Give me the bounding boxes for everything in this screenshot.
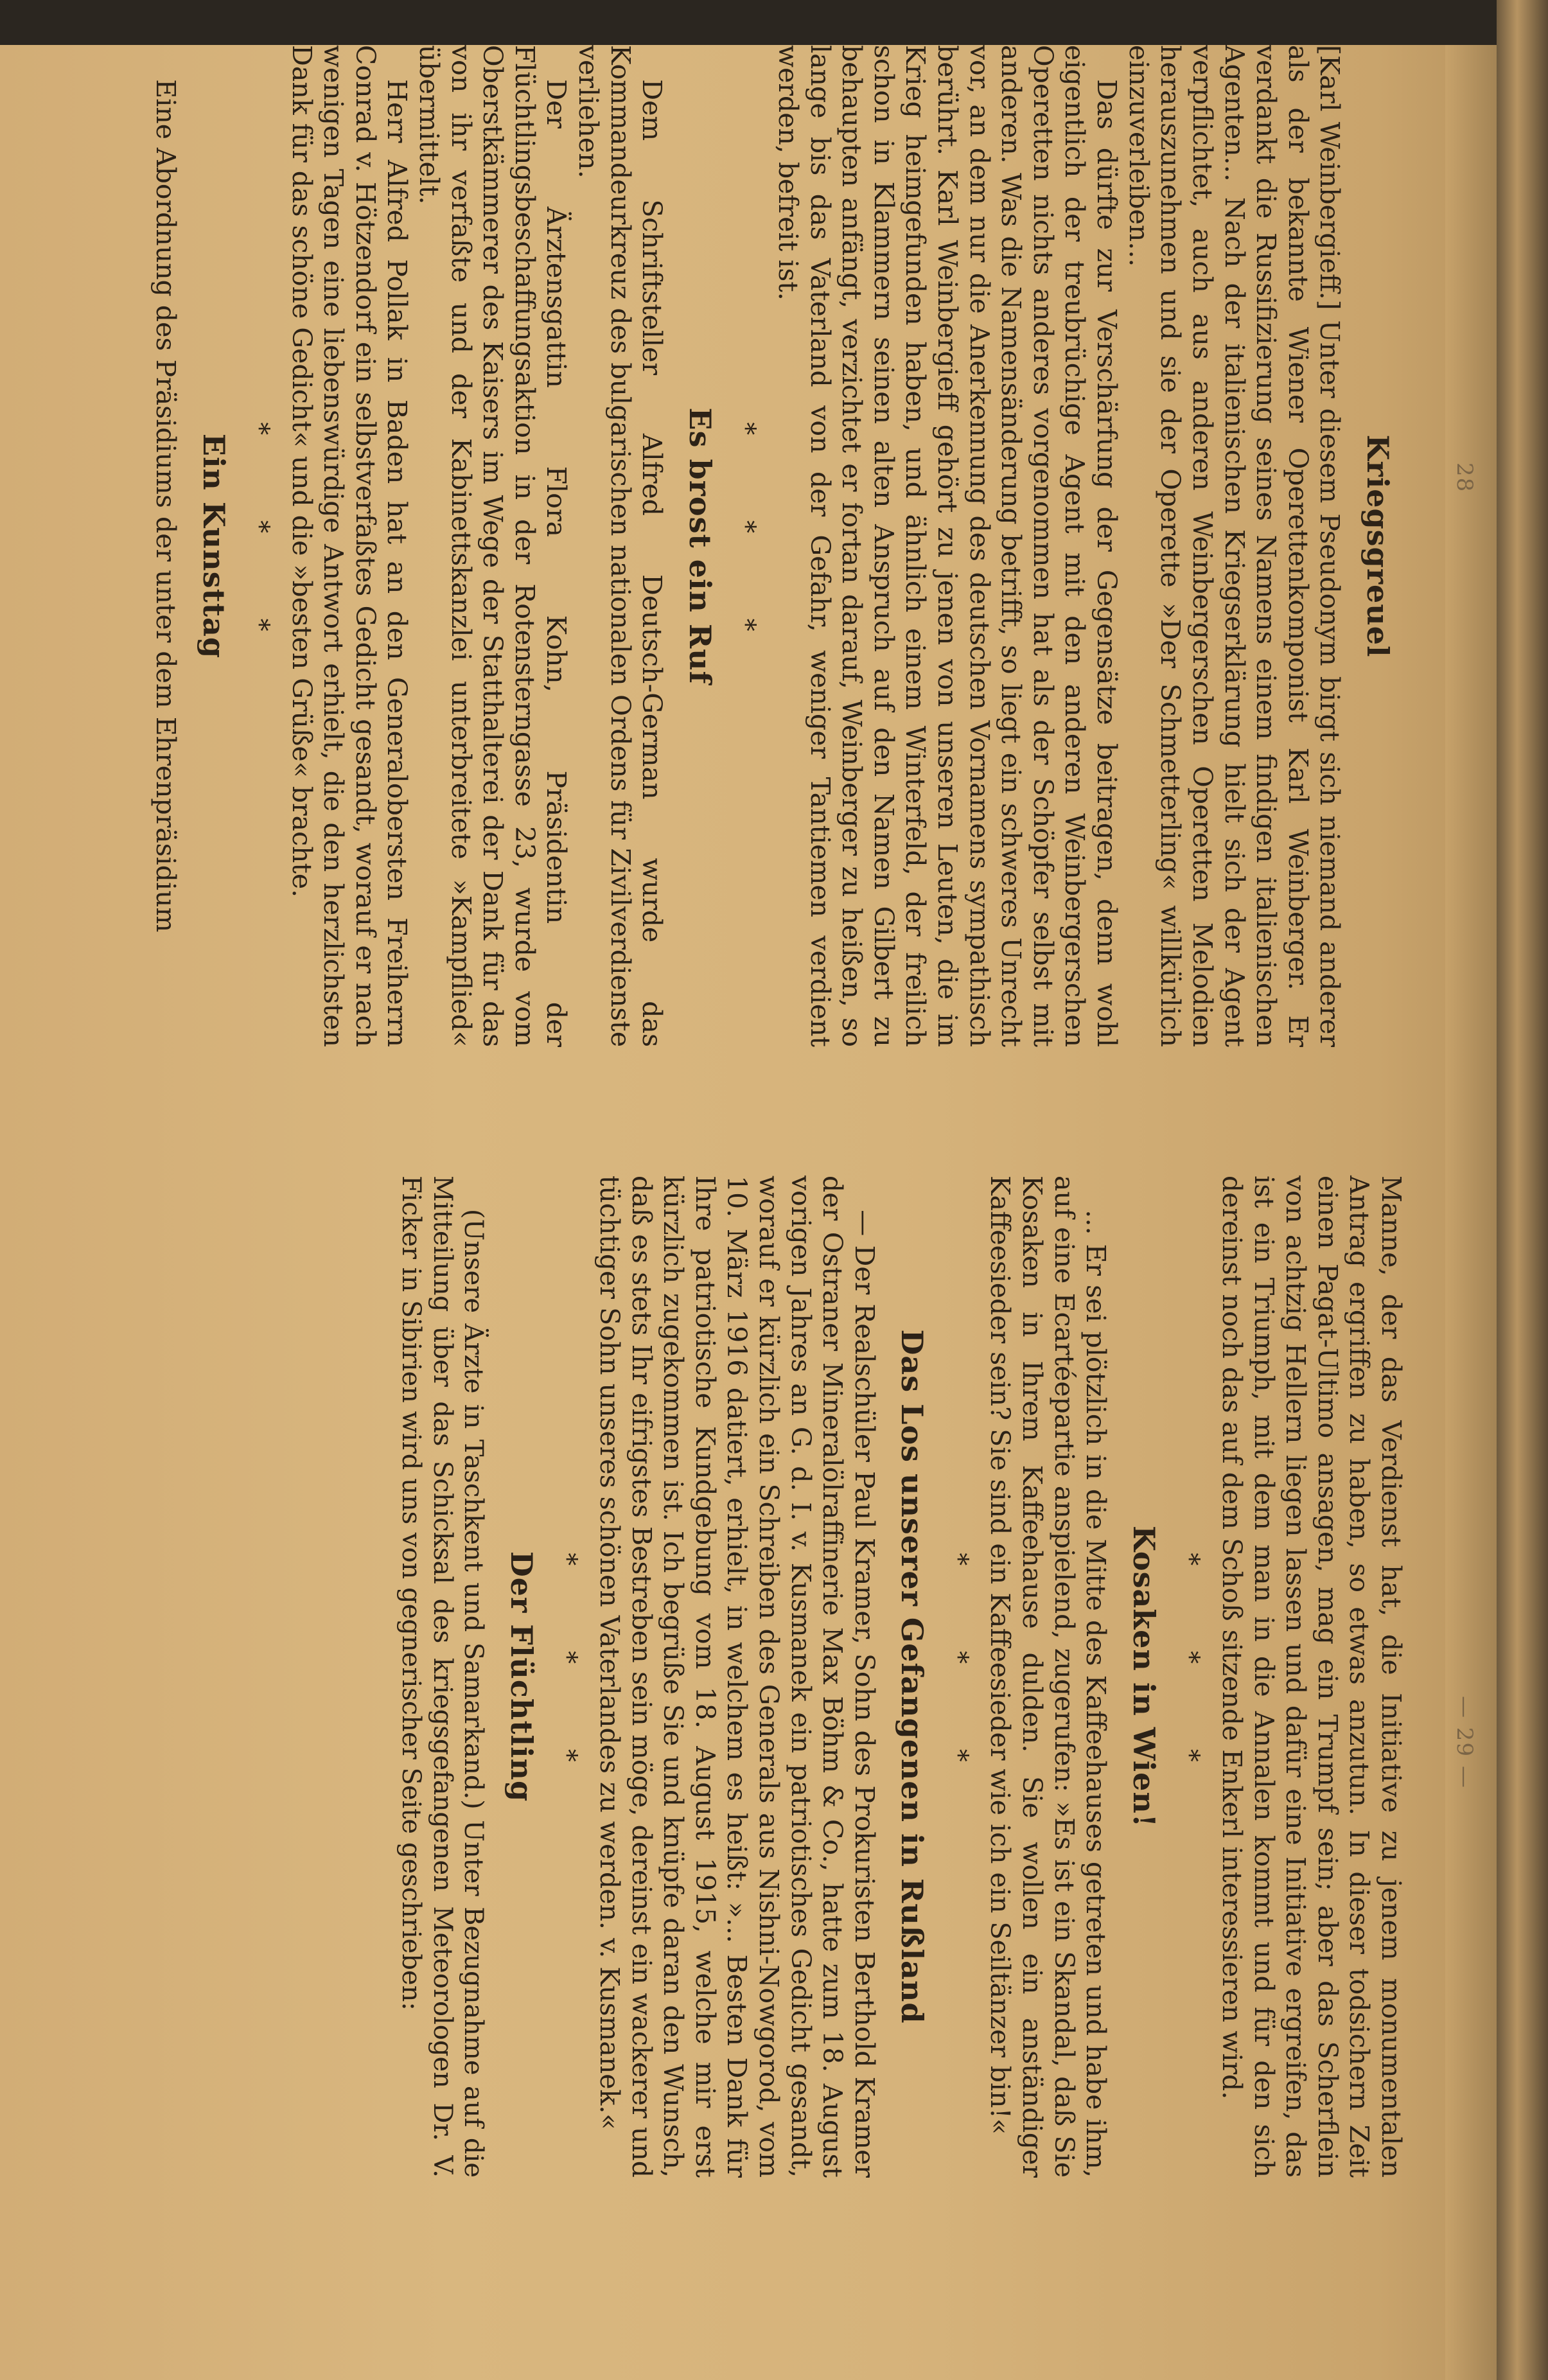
article-paragraph: Manne, der das Verdienst hat, die Initiative zu jenem monumentalen Antrag ergriffen zu haben, so etwas anzutun. In dieser todsichern Zeit einen Pagat-Ultimo ansagen, mag ein Trumpf sein; aber das Scherflein von achtzig Hellern liegen lassen und dafür eine Initiative ergreifen, das ist ein Triumph, mit dem man in die Annalen kommt und für den sich dereinst noch das auf dem Schoß sitzende Enkerl interessieren wird. xyxy=(1216,1176,1407,2178)
right-column xyxy=(396,1176,1407,2178)
section-divider: * * * xyxy=(943,1553,973,1801)
article-heading: Der Flüchtling xyxy=(504,1551,539,1803)
section-divider: * * * xyxy=(245,422,275,670)
page-number-left: 28 xyxy=(1452,463,1477,493)
section-divider: * * * xyxy=(1175,1553,1205,1801)
article-paragraph: (Unsere Ärzte in Taschkent und Samarkand.) Unter Bezugnahme auf die Mitteilung über das Schicksal des kriegsgefangenen Meteorologen Dr. V. Ficker in Sibirien wird uns von gegnerischer Seite geschrieben: xyxy=(396,1176,489,2178)
article-heading: Das Los unserer Gefangenen in Rußland xyxy=(895,1329,930,2024)
left-column xyxy=(149,45,1407,1047)
article-heading: Es brost ein Ruf xyxy=(682,407,717,685)
article-paragraph: Der Ärztensgattin Flora Kohn, Präsidentin der Flüchtlingsbeschaffungsaktion in der Rotensterngasse 23, wurde vom Oberstkämmerer des Kaisers im Wege der Statthalterei der Dank für das von ihr verfaßte und der Kabinettskanzlei unterbreitete »Kampflied« übermittelt. xyxy=(414,45,572,1047)
article-paragraph: — Der Realschüler Paul Kramer, Sohn des Prokuristen Berthold Kramer der Ostraner Mineralölraffinerie Max Böhm & Co., hatte zum 18. August vorigen Jahres an G. d. I. v. Kusmanek ein patriotisches Gedicht gesandt, worauf er kürzlich ein Schreiben des Generals aus Nishni-Nowgorod, vom 10. März 1916 datiert, erhielt, in welchem es heißt: »... Besten Dank für Ihre patriotische Kundgebung vom 18. August 1915, welche mir erst kürzlich zugekommen ist. Ich begrüße Sie und knüpfe daran den Wunsch, daß es stets Ihr eifrigstes Bestreben sein möge, dereinst ein wackerer und tüchtiger Sohn unseres schönen Vaterlandes zu werden. v. Kusmanek.« xyxy=(594,1176,880,2178)
article-paragraph: Dem Schriftsteller Alfred Deutsch-German wurde das Kommandeurkreuz des bulgarischen nationalen Ordens für Zivilverdienste verliehen. xyxy=(573,45,668,1047)
section-divider: * * * xyxy=(552,1553,583,1801)
article-heading: Ein Kunsttag xyxy=(196,433,231,659)
article-heading: Kosaken in Wien! xyxy=(1126,1525,1161,1828)
article-heading: Kriegsgreuel xyxy=(1360,434,1395,658)
book-spine xyxy=(1497,0,1548,2380)
article-paragraph: Herr Alfred Pollak in Baden hat an den Generalobersten Freiherrn Conrad v. Hötzendorf ein selbstverfaßtes Gedicht gesandt, worauf er nach wenigen Tagen eine liebenswürdige Antwort erhielt, die den herzlichsten Dank für das schöne Gedicht« und die »besten Grüße« brachte. xyxy=(286,45,413,1047)
page-number-right: — 29 — xyxy=(1452,1696,1477,1789)
article-paragraph: Eine Abordnung des Präsidiums der unter dem Ehrenpräsidium xyxy=(150,79,181,933)
article-paragraph: [Karl Weinbergieff.] Unter diesem Pseudonym birgt sich niemand anderer als der bekannte Wiener Operettenkomponist Karl Weinberger. Er verdankt die Russifizierung seines Namens einem findigen italienischen Agenten... Nach der italienischen Kriegserklärung hielt sich der Agent verpflichtet, auch aus anderen Weinbergerschen Operetten Melodien herauszunehmen und sie der Operette »Der Schmetterling« willkürlich einzuverleiben... xyxy=(1123,45,1346,1047)
section-divider: * * * xyxy=(731,422,761,670)
article-paragraph: ... Er sei plötzlich in die Mitte des Kaffeehauses getreten und habe ihm, auf eine Ecartéepartie anspielend, zugerufen: »Es ist ein Skandal, daß Sie Kosaken in Ihrem Kaffeehause dulden. Sie wollen ein anständiger Kaffeesieder sein? Sie sind ein Kaffeesieder wie ich ein Seiltänzer bin!« xyxy=(985,1176,1112,2178)
article-paragraph: Das dürfte zur Verschärfung der Gegensätze beitragen, denn wohl eigentlich der treubrüchige Agent mit den anderen Weinbergerschen Operetten nichts anderes vorgenommen hat als der Schöpfer selbst mit anderen. Was die Namensänderung betrifft, so liegt ein schweres Unrecht vor, an dem nur die Anerkennung des deutschen Vornamens sympathisch berührt. Karl Weinbergieff gehört zu jenen von unseren Leuten, die im Krieg heimgefunden haben, und ähnlich einem Winterfeld, der freilich schon in Klammern seinen alten Anspruch auf den Namen Gilbert zu behaupten anfängt, verzichtet er fortan darauf, Weinberger zu heißen, so lange bis das Vaterland von der Gefahr, weniger Tantiemen verdient werden, befreit ist. xyxy=(772,45,1123,1047)
